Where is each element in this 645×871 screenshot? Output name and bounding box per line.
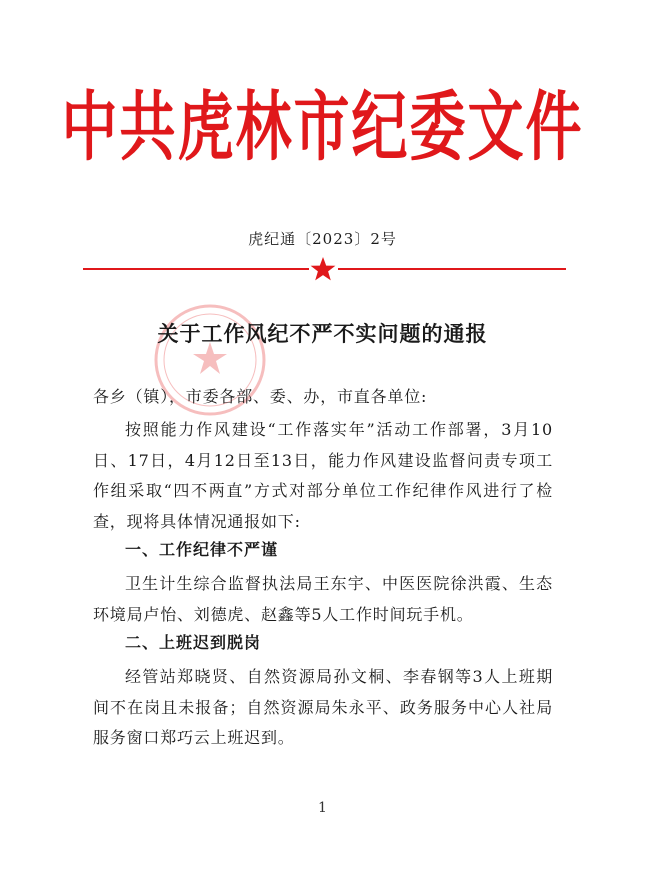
- star-icon: [310, 256, 336, 282]
- header-divider-right: [338, 268, 566, 270]
- section-heading-1: 一、工作纪律不严谨: [125, 540, 279, 559]
- intro-paragraph: 按照能力作风建设“工作落实年”活动工作部署，3月10日、17日，4月12日至13日，能力作风建设监督问责专项工作组采取“四不两直”方式对部分单位工作纪律作风进行了检查，现将具体情况通报如下:: [93, 420, 553, 531]
- header-divider-left: [83, 268, 309, 270]
- section-2-paragraph: 经管站郑晓贤、自然资源局孙文桐、李春钢等3人上班期间不在岗且未报备；自然资源局朱永平、政务服务中心人社局服务窗口郑巧云上班迟到。: [93, 667, 553, 747]
- section-1-paragraph: 卫生计生综合监督执法局王东宇、中医医院徐洪霞、生态环境局卢怡、刘德虎、赵鑫等5人工作时间玩手机。: [93, 574, 553, 624]
- document-number: 虎纪通〔2023〕2号: [248, 230, 397, 248]
- section-heading-2: 二、上班迟到脱岗: [125, 633, 262, 652]
- page-number: 1: [318, 800, 327, 816]
- salutation: 各乡（镇），市委各部、委、办，市直各单位:: [93, 387, 428, 406]
- notice-title: 关于工作风纪不严不实问题的通报: [157, 321, 488, 346]
- document-header-title: 中共虎林市纪委文件: [61, 83, 584, 172]
